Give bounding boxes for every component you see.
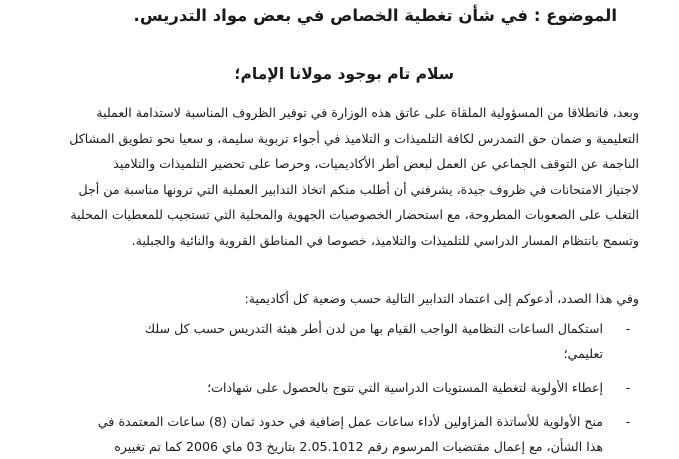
list-item (31, 409, 639, 459)
bullet-marker: - (625, 321, 631, 336)
subject-line: الموضوع : في شأن تغطية الخصاص في بعض مواد التدريس. (133, 6, 617, 25)
list-item-line: منح الأولوية للأساتذة المزاولين لأداء ساعات عمل إضافية في حدود ثمان (8) ساعات المعتمدة في (97, 414, 603, 429)
list-item-line: هذا الشأن، مع إعمال مقتضيات المرسوم رقم 2.05.1012 بتاريخ 03 ماي 2006 كما تم تغييره (114, 439, 603, 454)
list-item-line: إعطاء الأولوية لتغطية المستويات الدراسية التي تتوج بالحصول على شهادات؛ (207, 380, 603, 395)
paragraph-line: وتسمح بانتظام المسار الدراسي للتلميذات والتلاميذ، خصوصا في المناطق القروية والنائية والجبلية. (131, 232, 639, 248)
paragraph-line: لاجتياز الامتحانات في ظروف جيدة، يشرفني أن أطلب منكم اتخاذ التدابير العملية التي ترونها مناسبة من أجل (78, 181, 639, 197)
list-item-line: استكمال الساعات النظامية الواجب القيام بها من لدن أطر هيئة التدريس حسب كل سلك (144, 321, 603, 336)
paragraph-line: الناجمة عن التوقف الجماعي عن العمل لبعض أطر الأكاديميات، وحرصا على تحضير التلميذات والتلاميذ (113, 156, 639, 171)
list-item-line: تعليمي؛ (563, 346, 603, 361)
measures-intro: وفي هذا الصدد، أدعوكم إلى اعتماد التدابير التالية حسب وضعية كل أكاديمية: (244, 291, 639, 306)
list-item (31, 316, 639, 366)
list-item (31, 375, 639, 400)
paragraph-line: وبعد، فانطلاقا من المسؤولية الملقاة على عاتق هذه الوزارة في توفير الظروف المناسبة لاستدامة العملية (96, 105, 639, 120)
paragraph-line: التغلب على الصعوبات المطروحة، مع استحضار الخصوصيات الجهوية والمحلية التي تستجيب للمعطيات المحلية (70, 207, 639, 222)
greeting-line: سلام تام بوجود مولانا الإمام؛ (234, 65, 454, 83)
body-paragraph (31, 100, 639, 253)
bullet-marker: - (625, 380, 631, 395)
paragraph-line: التعليمية و ضمان حق التمدرس لكافة التلميذات و التلاميذ في أجواء تربوية سليمة، و سعيا نحو تطويق المشاكل (69, 130, 639, 146)
bullet-marker: - (625, 414, 631, 429)
measures-list (31, 316, 639, 459)
